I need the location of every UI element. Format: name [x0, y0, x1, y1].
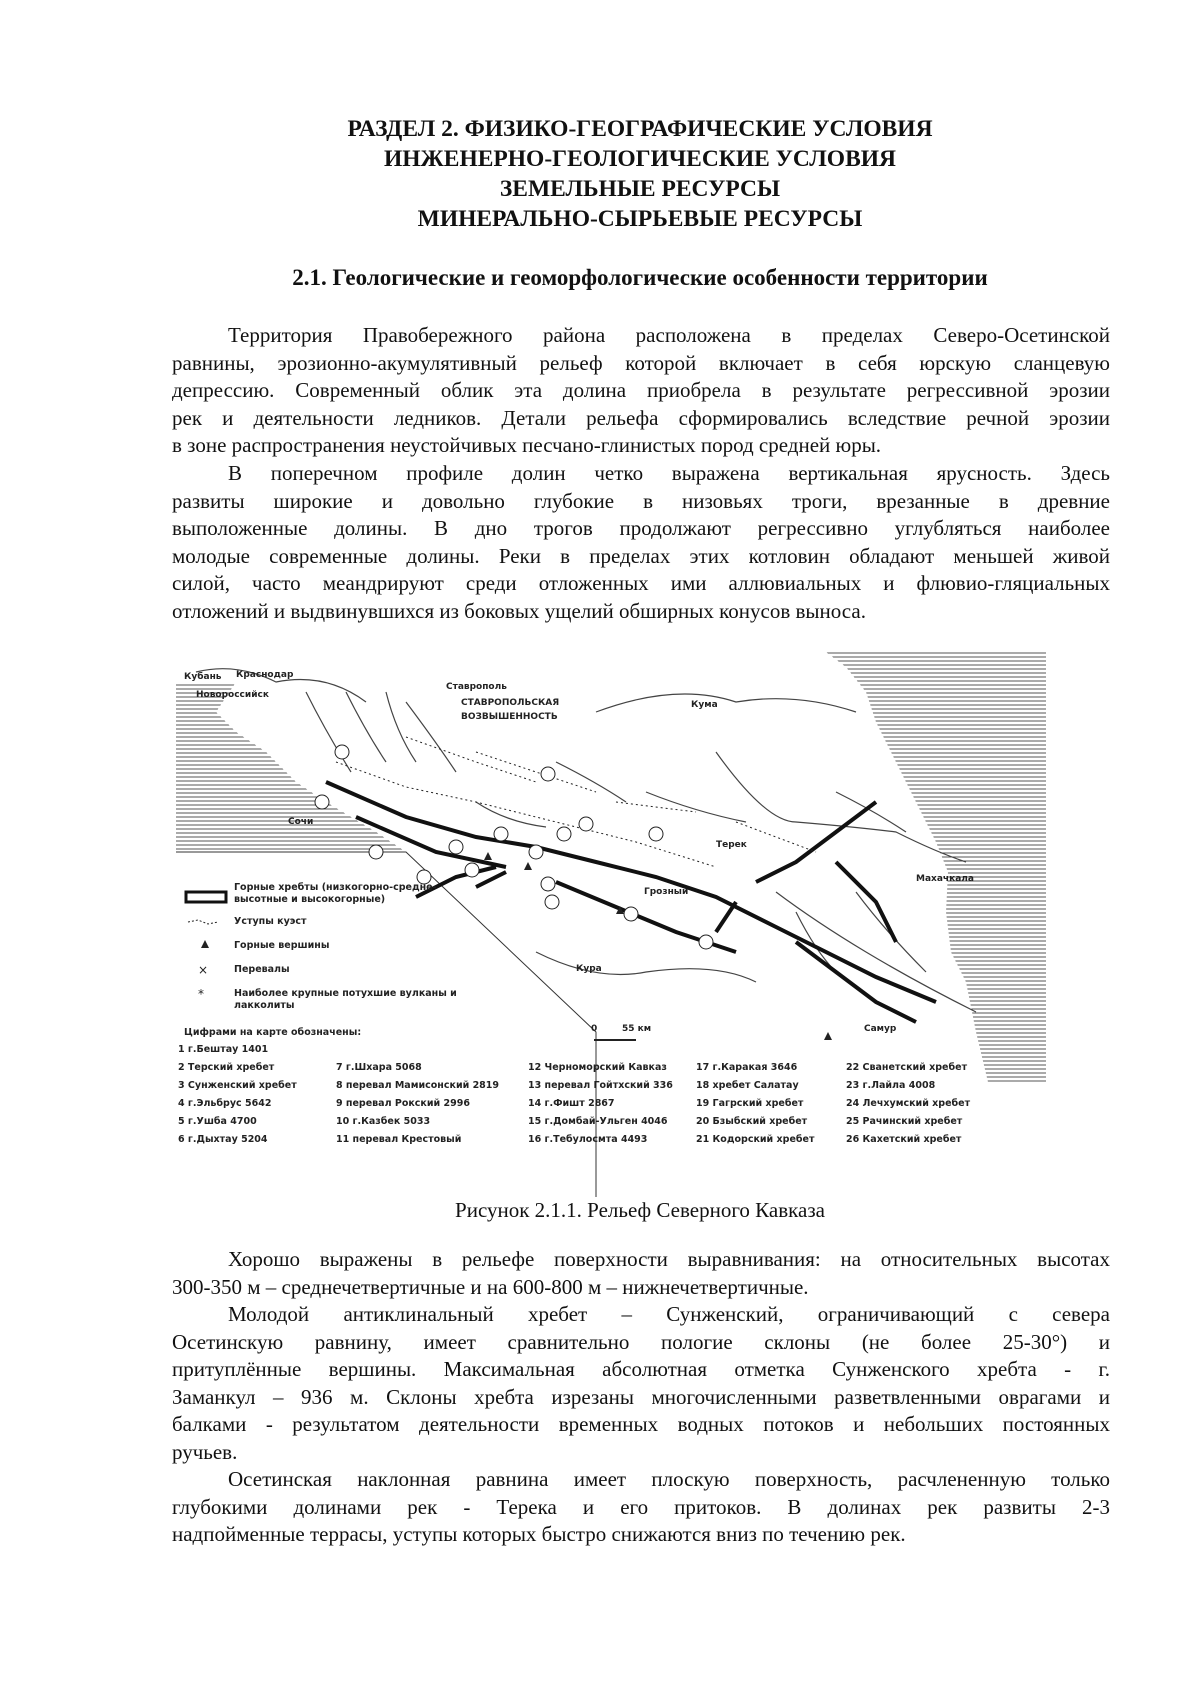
- paragraph-line: силой, часто меандрируют среди отложенных ими аллювиальных и флювио-гляциальных: [172, 571, 1110, 595]
- map-number-item: 26 Кахетский хребет: [846, 1134, 962, 1145]
- paragraph-line: надпойменные террасы, уступы которых быстро снижаются вниз по течению рек.: [172, 1522, 906, 1546]
- map-number-item: 1 г.Бештау 1401: [178, 1044, 269, 1055]
- caspian-sea: [826, 652, 1046, 1082]
- map-label-grozny: Грозный: [644, 887, 689, 897]
- map-number-item: 5 г.Ушба 4700: [178, 1116, 257, 1127]
- paragraph-line: отложений и выдвинувшихся из боковых ущелий обширных конусов выноса.: [172, 598, 866, 623]
- heading-line-4: МИНЕРАЛЬНО-СЫРЬЕВЫЕ РЕСУРСЫ: [417, 206, 863, 232]
- paragraph-line: ручьев.: [172, 1439, 238, 1464]
- paragraph-line: рек и деятельности ледников. Детали рельефа сформировались вследствие речной эрозии: [172, 405, 1110, 430]
- paragraph-line: Молодой антиклинальный хребет – Сунженский, ограничивающий с севера: [228, 1302, 1110, 1326]
- map-number-item: 10 г.Казбек 5033: [336, 1116, 431, 1127]
- map-number-item: 19 Гагрский хребет: [696, 1098, 804, 1109]
- legend-passes: Перевалы: [234, 964, 290, 975]
- map-label-sochi: Сочи: [288, 817, 314, 827]
- map-number-item: 4 г.Эльбрус 5642: [178, 1098, 272, 1109]
- subsection-heading: 2.1. Геологические и геоморфологические особенности территории: [292, 265, 988, 290]
- figure-caption: Рисунок 2.1.1. Рельеф Северного Кавказа: [455, 1198, 825, 1222]
- paragraph-4: [172, 1301, 1110, 1466]
- heading-line-2: ИНЖЕНЕРНО-ГЕОЛОГИЧЕСКИЕ УСЛОВИЯ: [383, 146, 897, 172]
- map-number-item: 15 г.Домбай-Ульген 4046: [528, 1116, 668, 1127]
- map-label-stavropol: Ставрополь: [446, 682, 507, 692]
- legend-volcanoes-2: лакколиты: [234, 1000, 295, 1011]
- paragraph-line: глубокими долинами рек - Терека и его притоков. В долинах рек развиты 2-3: [172, 1494, 1110, 1519]
- legend-cuesta-scarps: Уступы куэст: [234, 916, 307, 927]
- map-number-item: 23 г.Лайла 4008: [846, 1080, 936, 1091]
- map-number-item: 12 Черноморский Кавказ: [528, 1062, 667, 1073]
- map-number-item: 7 г.Шхара 5068: [336, 1062, 422, 1073]
- map-scale-zero: 0: [591, 1024, 598, 1034]
- map-number-item: 6 г.Дыхтау 5204: [178, 1134, 268, 1145]
- relief-map-figure: [176, 652, 1046, 1197]
- map-number-item: 16 г.Тебулосмта 4493: [528, 1134, 648, 1145]
- paragraph-line: развиты широкие и довольно глубокие в низовьях троги, врезанные в древние: [172, 488, 1110, 513]
- map-label-kura: Кура: [576, 964, 602, 974]
- map-label-terek: Терек: [716, 840, 747, 850]
- map-number-item: 14 г.Фишт 2867: [528, 1098, 615, 1109]
- paragraph-1: [172, 322, 1110, 460]
- map-number-item: 13 перевал Гойтхский 336: [528, 1080, 673, 1091]
- paragraph-line: Осетинская наклонная равнина имеет плоскую поверхность, расчлененную только: [228, 1467, 1110, 1491]
- map-number-item: 17 г.Каракая 3646: [696, 1062, 798, 1073]
- map-label-stavropol-upland-1: СТАВРОПОЛЬСКАЯ: [461, 698, 560, 708]
- paragraph-line: В поперечном профиле долин четко выражена вертикальная ярусность. Здесь: [228, 461, 1110, 485]
- legend-mountain-ridges-2: высотные и высокогорные): [234, 894, 386, 905]
- map-label-kuma: Кума: [691, 700, 718, 710]
- paragraph-line: в зоне распространения неустойчивых песчано-глинистых пород средней юры.: [172, 433, 882, 457]
- map-number-item: 8 перевал Мамисонский 2819: [336, 1080, 500, 1091]
- paragraph-line: Осетинскую равнину, имеет сравнительно пологие склоны (не более 25-30°) и: [172, 1329, 1110, 1354]
- map-scale-label: 55 км: [622, 1024, 652, 1034]
- map-number-item: 25 Рачинский хребет: [846, 1116, 963, 1127]
- map-number-item: 3 Сунженский хребет: [178, 1080, 297, 1091]
- heading-line-1: РАЗДЕЛ 2. ФИЗИКО-ГЕОГРАФИЧЕСКИЕ УСЛОВИЯ: [347, 116, 933, 142]
- legend-mountain-ridges: Горные хребты (низкогорно-средне-: [234, 882, 437, 893]
- map-label-samur: Самур: [864, 1024, 897, 1034]
- map-label-stavropol-upland-2: ВОЗВЫШЕННОСТЬ: [461, 712, 558, 722]
- legend-numbers-title: Цифрами на карте обозначены:: [184, 1027, 362, 1038]
- svg-text:×: ×: [198, 963, 209, 977]
- legend-symbols: [186, 892, 226, 1001]
- paragraph-line: притуплённые вершины. Максимальная абсолютная отметка Сунженского хребта - г.: [172, 1357, 1110, 1381]
- map-number-item: 21 Кодорский хребет: [696, 1134, 815, 1145]
- map-number-item: 11 перевал Крестовый: [336, 1134, 462, 1145]
- map-label-makhachkala: Махачкала: [916, 874, 974, 884]
- map-number-item: 2 Терский хребет: [178, 1062, 275, 1073]
- map-label-kuban: Кубань: [184, 672, 222, 682]
- paragraph-line: балками - результатом деятельности временных водных потоков и небольших постоянных: [172, 1412, 1110, 1436]
- paragraph-line: выположенные долины. В дно трогов продолжают регрессивно углубляться наиболее: [172, 516, 1110, 540]
- map-number-item: 20 Бзыбский хребет: [696, 1116, 808, 1127]
- legend-peaks: Горные вершины: [234, 940, 330, 951]
- map-label-novorossiysk: Новороссийск: [196, 690, 269, 700]
- paragraph-line: Заманкул – 936 м. Склоны хребта изрезаны многочисленными разветвленными оврагами и: [172, 1384, 1110, 1409]
- heading-line-3: ЗЕМЕЛЬНЫЕ РЕСУРСЫ: [499, 176, 781, 202]
- paragraph-line: молодые современные долины. Реки в пределах этих котловин обладают меньшей живой: [172, 543, 1110, 568]
- paragraph-5: [172, 1466, 1110, 1549]
- paragraph-3: [172, 1246, 1110, 1301]
- map-number-item: 18 хребет Салатау: [696, 1080, 799, 1091]
- paragraph-line: Территория Правобережного района расположена в пределах Северо-Осетинской: [228, 323, 1110, 347]
- paragraph-line: равнины, эрозионно-акумулятивный рельеф которой включает в себя юрскую сланцевую: [172, 350, 1110, 375]
- legend-volcanoes: Наиболее крупные потухшие вулканы и: [234, 988, 457, 999]
- paragraph-line: 300-350 м – среднечетвертичные и на 600-800 м – нижнечетвертичные.: [172, 1274, 809, 1299]
- paragraph-line: депрессию. Современный облик эта долина приобрела в результате регрессивной эрозии: [172, 378, 1110, 402]
- paragraph-line: Хорошо выражены в рельефе поверхности выравнивания: на относительных высотах: [228, 1247, 1110, 1271]
- svg-text:*: *: [198, 987, 204, 1001]
- map-number-item: 9 перевал Рокский 2996: [336, 1098, 470, 1109]
- map-label-krasnodar: Краснодар: [236, 670, 294, 680]
- section-heading: [170, 114, 1110, 234]
- paragraph-2: [172, 460, 1110, 625]
- map-number-item: 24 Лечхумский хребет: [846, 1098, 971, 1109]
- map-number-item: 22 Сванетский хребет: [846, 1062, 968, 1073]
